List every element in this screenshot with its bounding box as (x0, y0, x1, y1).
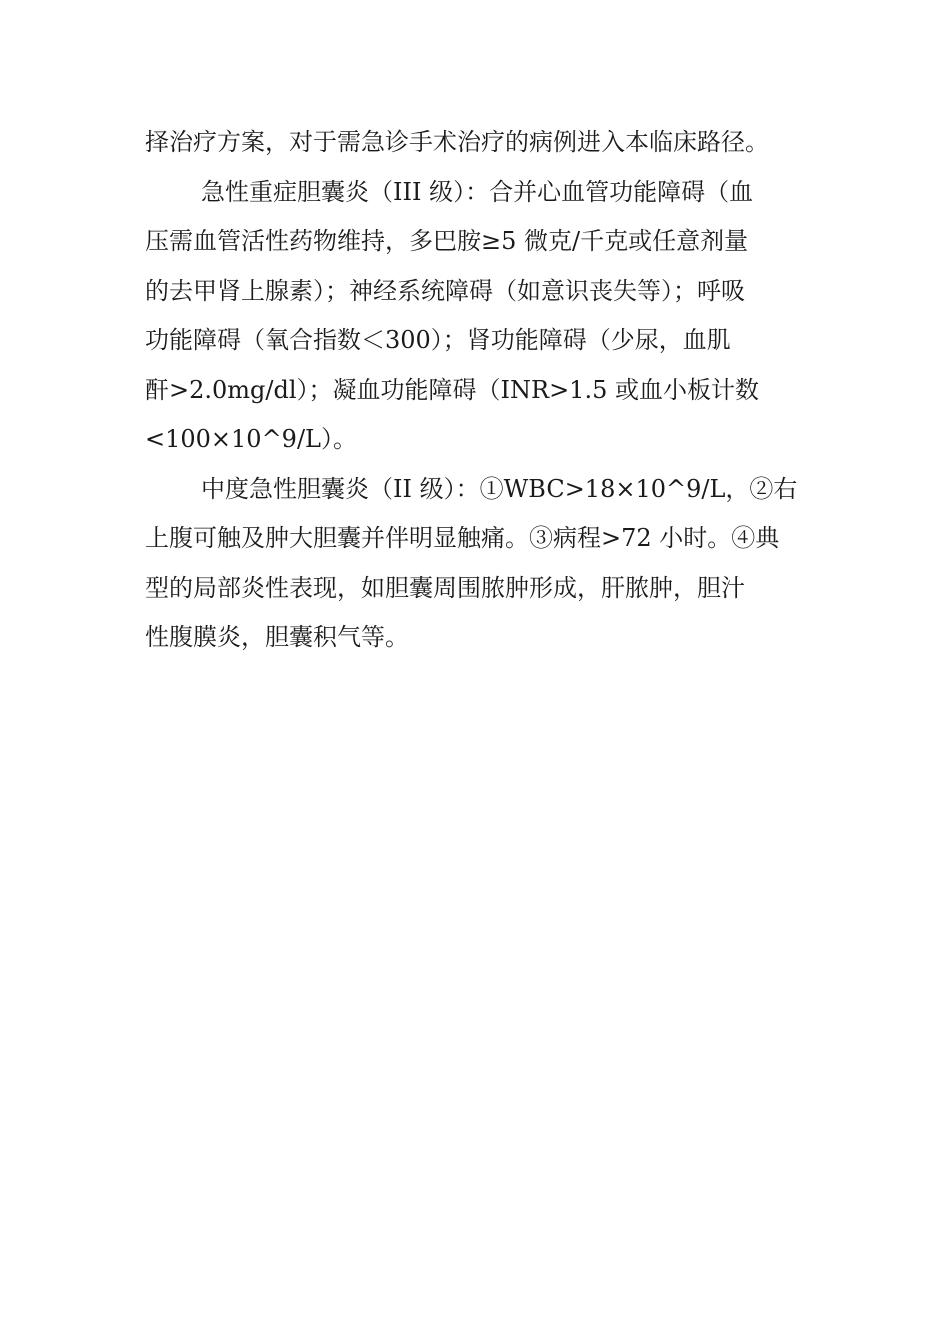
text-line: 上腹可触及肿大胆囊并伴明显触痛。③病程>72 小时。④典 (145, 524, 780, 552)
paragraph-moderate-cholecystitis-start: 中度急性胆囊炎（II 级）：①WBC>18×10^9/L，②右 (201, 474, 798, 503)
text-line: 性腹膜炎，胆囊积气等。 (145, 623, 409, 651)
document-body (145, 118, 815, 663)
paragraph-severe-cholecystitis-start: 急性重症胆囊炎（III 级）：合并心血管功能障碍（血 (201, 177, 754, 206)
text-line: 的去甲肾上腺素）；神经系统障碍（如意识丧失等）；呼吸 (145, 276, 745, 305)
text-line: 压需血管活性药物维持，多巴胺≥5 微克/千克或任意剂量 (145, 227, 749, 255)
text-line: <100×10^9/L）。 (145, 425, 357, 453)
text-line: 型的局部炎性表现，如胆囊周围脓肿形成，肝脓肿，胆汁 (145, 573, 745, 602)
text-line-continuation: 择治疗方案，对于需急诊手术治疗的病例进入本临床路径。 (145, 128, 769, 156)
text-line: 酐>2.0mg/dl）；凝血功能障碍（INR>1.5 或血小板计数 (145, 375, 759, 404)
text-line: 功能障碍（氧合指数＜300）；肾功能障碍（少尿，血肌 (145, 326, 731, 354)
